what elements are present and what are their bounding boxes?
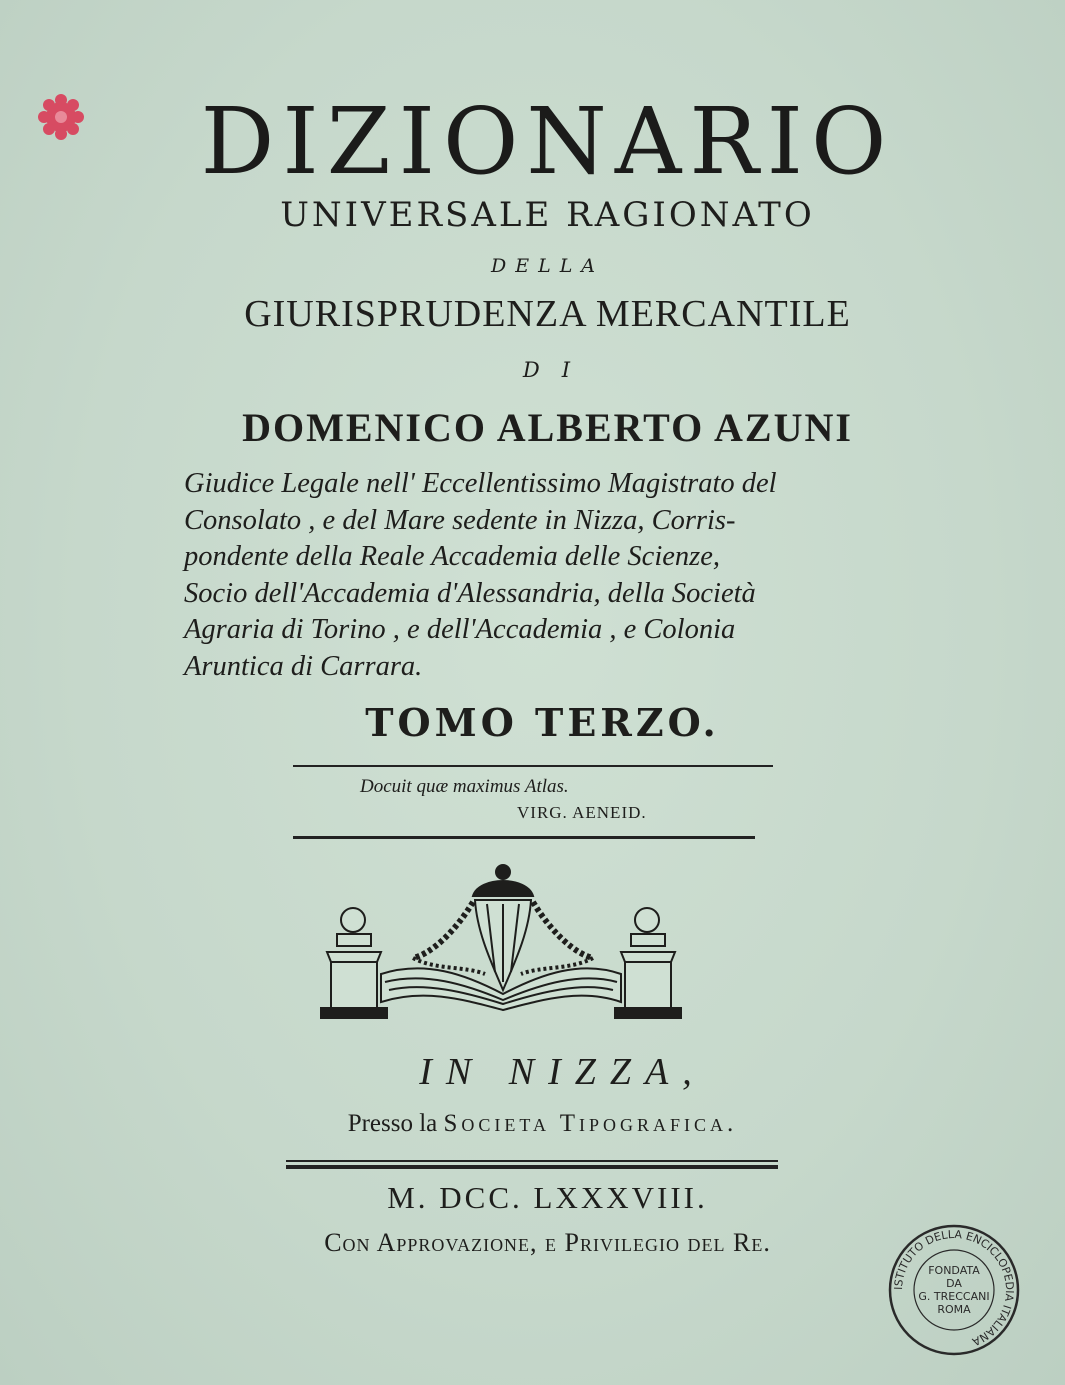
library-stamp-line: G. TRECCANI	[918, 1290, 990, 1303]
subtitle-line-1: UNIVERSALE RAGIONATO	[280, 195, 815, 235]
author-name: DOMENICO ALBERTO AZUNI	[242, 405, 853, 450]
divider-rule	[293, 765, 773, 767]
connector-della: DELLA	[490, 255, 605, 277]
printer-prefix: Presso la	[347, 1110, 438, 1137]
description-line: Agraria di Torino , e dell'Accademia , e Colonia	[184, 614, 736, 645]
description-line: pondente della Reale Accademia delle Scienze,	[184, 541, 721, 572]
library-stamp-ring-text: ISTITUTO DELLA ENCICLOPEDIA ITALIANA	[891, 1227, 1017, 1349]
imprint-year: M. DCC. LXXXVIII.	[387, 1180, 708, 1215]
library-stamp-line: DA	[946, 1277, 962, 1290]
epigraph-source: VIRG. AENEID.	[517, 803, 647, 822]
subtitle-line-2: GIURISPRUDENZA MERCANTILE	[244, 293, 851, 335]
double-rule	[286, 1160, 778, 1162]
imprint-place: IN NIZZA,	[419, 1051, 706, 1093]
description-line: Giudice Legale nell' Eccellentissimo Magistrato del	[184, 468, 777, 499]
description-line: Aruntica di Carrara.	[184, 650, 423, 682]
epigraph: Docuit quæ maximus Atlas.	[360, 776, 569, 797]
library-stamp-icon	[884, 1220, 1024, 1364]
printers-ornament-icon	[315, 862, 745, 1026]
double-rule	[286, 1165, 778, 1169]
connector-di: DI	[522, 358, 593, 382]
library-stamp-line: ROMA	[937, 1303, 971, 1316]
author-description	[184, 466, 854, 685]
description-line: Consolato , e del Mare sedente in Nizza, Corris-	[184, 504, 736, 536]
approval-privilege: Con Approvazione, e Privilegio del Re.	[324, 1228, 771, 1257]
library-stamp-line: FONDATA	[928, 1264, 980, 1277]
volume-label: TOMO TERZO.	[365, 700, 720, 745]
imprint-printer	[0, 1110, 1065, 1138]
book-title: DIZIONARIO	[200, 88, 895, 195]
divider-rule	[293, 836, 755, 839]
description-line: Socio dell'Accademia d'Alessandria, della Società	[184, 577, 756, 609]
printer-name: Societa Tipografica.	[443, 1110, 738, 1137]
